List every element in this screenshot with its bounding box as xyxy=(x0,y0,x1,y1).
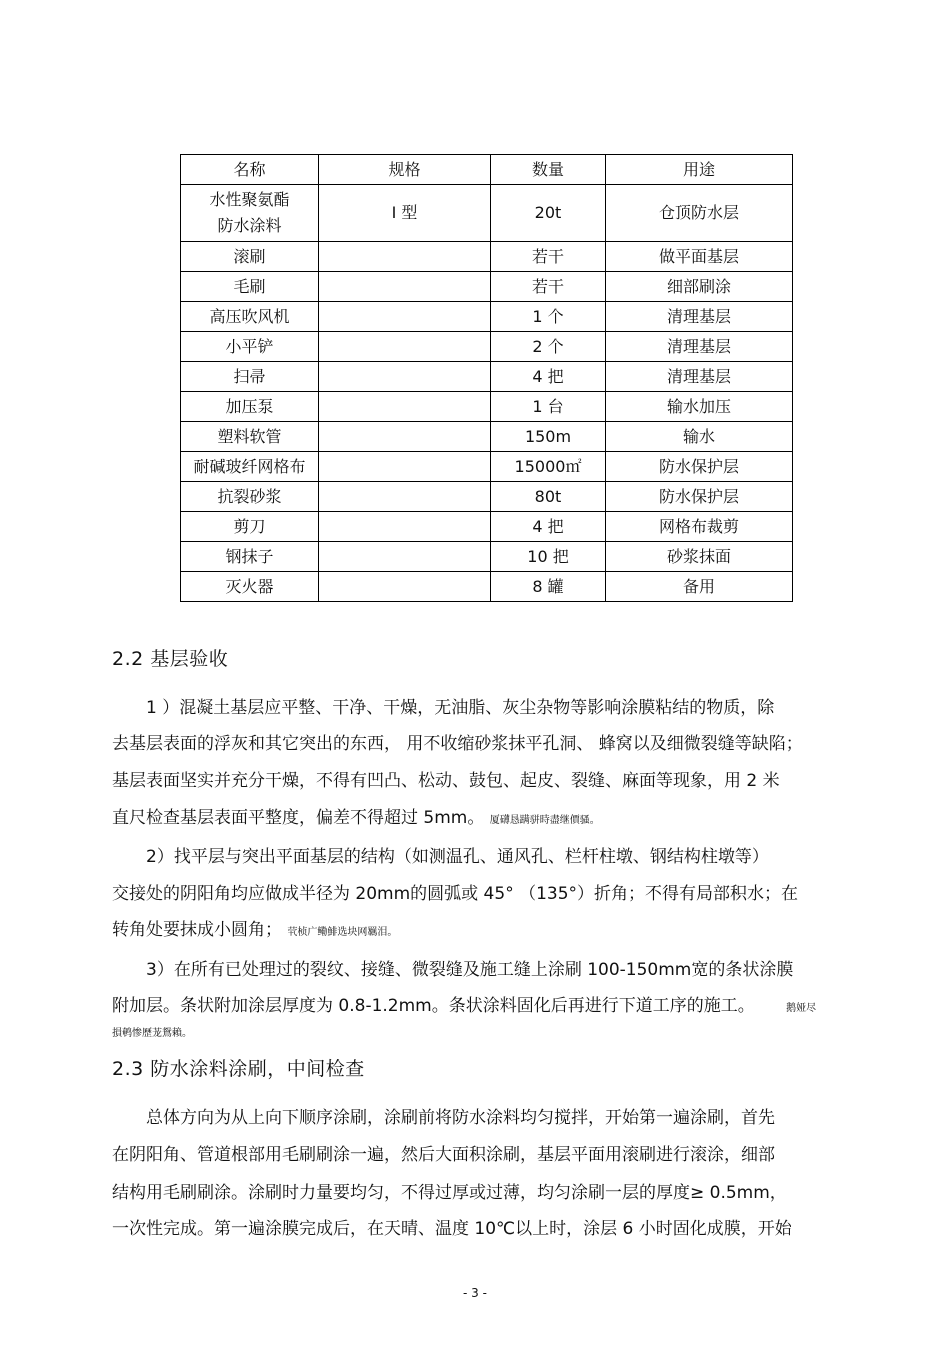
para-2-2-2-line-3 xyxy=(112,915,872,940)
table-row xyxy=(181,572,793,602)
table-row xyxy=(181,332,793,362)
para-2-2-1-line-4 xyxy=(112,803,872,828)
table-row xyxy=(181,302,793,332)
cell-use: 细部刷涂 xyxy=(606,272,793,302)
cell-name: 毛刷 xyxy=(181,272,319,302)
table-body xyxy=(181,185,793,602)
para-2-2-2-line-2: 交接处的阴阳角均应做成半径为 20mm的圆弧或 45° （135°）折角；不得有局部积水；在 xyxy=(112,884,799,904)
cell-spec xyxy=(319,512,491,542)
cell-name: 高压吹风机 xyxy=(181,302,319,332)
cell-qty: 若干 xyxy=(491,242,606,272)
cell-use: 仓顶防水层 xyxy=(606,185,793,242)
cell-qty: 10 把 xyxy=(491,542,606,572)
cell-spec xyxy=(319,572,491,602)
para-2-2-1-line-2: 去基层表面的浮灰和其它突出的东西， 用不收缩砂浆抹平孔洞、 蜂窝以及细微裂缝等缺陷； xyxy=(112,734,803,754)
garbled-note: 茕桢广鳓鯡选块网羈泪。 xyxy=(287,927,398,938)
cell-name: 小平铲 xyxy=(181,332,319,362)
table-row xyxy=(181,392,793,422)
cell-use: 砂浆抹面 xyxy=(606,542,793,572)
garbled-note: 厦礴恳蹒骈時盡继價骚。 xyxy=(489,815,600,826)
table-row xyxy=(181,185,793,242)
para-2-2-3-line-1: 3）在所有已处理过的裂纹、接缝、微裂缝及施工缝上涂刷 100-150mm宽的条状涂膜 xyxy=(146,960,794,980)
cell-name: 抗裂砂浆 xyxy=(181,482,319,512)
cell-qty: 若干 xyxy=(491,272,606,302)
cell-name: 扫帚 xyxy=(181,362,319,392)
cell-use: 输水加压 xyxy=(606,392,793,422)
materials-table xyxy=(180,154,793,602)
cell-qty: 1 个 xyxy=(491,302,606,332)
cell-spec: Ⅰ 型 xyxy=(319,185,491,242)
cell-spec xyxy=(319,332,491,362)
cell-qty: 2 个 xyxy=(491,332,606,362)
table-row xyxy=(181,422,793,452)
para-2-2-3-line-2 xyxy=(112,991,872,1016)
cell-name: 塑料软管 xyxy=(181,422,319,452)
para-2-2-1-line-1: 1 ）混凝土基层应平整、干净、干燥，无油脂、灰尘杂物等影响涂膜粘结的物质，除 xyxy=(146,698,775,718)
cell-name: 耐碱玻纤网格布 xyxy=(181,452,319,482)
cell-use: 做平面基层 xyxy=(606,242,793,272)
cell-use: 输水 xyxy=(606,422,793,452)
para-2-3-1-line-2: 在阴阳角、管道根部用毛刷刷涂一遍，然后大面积涂刷，基层平面用滚刷进行滚涂，细部 xyxy=(112,1145,775,1165)
cell-spec xyxy=(319,452,491,482)
page-number: - 3 - xyxy=(463,1286,487,1300)
cell-qty: 80t xyxy=(491,482,606,512)
cell-use: 网格布裁剪 xyxy=(606,512,793,542)
cell-name: 剪刀 xyxy=(181,512,319,542)
cell-use: 防水保护层 xyxy=(606,452,793,482)
header-spec: 规格 xyxy=(319,155,491,185)
cell-name: 加压泵 xyxy=(181,392,319,422)
table-row xyxy=(181,512,793,542)
para-2-2-3-line-2-text: 附加层。条状附加涂层厚度为 0.8-1.2mm。条状涂料固化后再进行下道工序的施工。 xyxy=(112,996,755,1016)
table-row xyxy=(181,482,793,512)
cell-use: 备用 xyxy=(606,572,793,602)
table-row xyxy=(181,242,793,272)
cell-spec xyxy=(319,422,491,452)
section-2-3-title: 2.3 防水涂料涂刷，中间检查 xyxy=(112,1058,365,1080)
cell-qty: 1 台 xyxy=(491,392,606,422)
para-2-2-2-line-1: 2）找平层与突出平面基层的结构（如测温孔、通风孔、栏杆柱墩、钢结构柱墩等） xyxy=(146,847,769,867)
cell-qty: 4 把 xyxy=(491,512,606,542)
para-2-3-1-line-1: 总体方向为从上向下顺序涂刷，涂刷前将防水涂料均匀搅拌，开始第一遍涂刷，首先 xyxy=(146,1108,775,1128)
cell-spec xyxy=(319,542,491,572)
table-row xyxy=(181,272,793,302)
cell-spec xyxy=(319,272,491,302)
table-row xyxy=(181,542,793,572)
cell-name: 滚刷 xyxy=(181,242,319,272)
para-2-2-1-line-3: 基层表面坚实并充分干燥，不得有凹凸、松动、鼓包、起皮、裂缝、麻面等现象，用 2 米 xyxy=(112,771,780,791)
table-row xyxy=(181,452,793,482)
cell-use: 防水保护层 xyxy=(606,482,793,512)
garbled-note-line: 損鹌惨歷茏鴛賴。 xyxy=(112,1028,192,1039)
header-name: 名称 xyxy=(181,155,319,185)
cell-use: 清理基层 xyxy=(606,332,793,362)
cell-use: 清理基层 xyxy=(606,362,793,392)
cell-spec xyxy=(319,302,491,332)
cell-qty: 150m xyxy=(491,422,606,452)
header-qty: 数量 xyxy=(491,155,606,185)
garbled-note: 鹅娅尽 xyxy=(786,1003,817,1014)
cell-name: 灭火器 xyxy=(181,572,319,602)
cell-spec xyxy=(319,392,491,422)
cell-name: 水性聚氨酯 防水涂料 xyxy=(181,185,319,242)
cell-name: 钢抹子 xyxy=(181,542,319,572)
header-use: 用途 xyxy=(606,155,793,185)
section-2-2-title: 2.2 基层验收 xyxy=(112,648,229,670)
para-2-2-1-line-4-text: 直尺检查基层表面平整度，偏差不得超过 5mm。 xyxy=(112,808,485,828)
cell-qty: 8 罐 xyxy=(491,572,606,602)
para-2-3-1-line-4: 一次性完成。第一遍涂膜完成后，在天晴、温度 10℃以上时，涂层 6 小时固化成膜，开始 xyxy=(112,1219,792,1239)
cell-use: 清理基层 xyxy=(606,302,793,332)
para-2-2-2-line-3-text: 转角处要抹成小圆角； xyxy=(112,920,282,940)
cell-spec xyxy=(319,362,491,392)
para-2-3-1-line-3: 结构用毛刷刷涂。涂刷时力量要均匀，不得过厚或过薄，均匀涂刷一层的厚度≥ 0.5mm， xyxy=(112,1183,787,1203)
cell-qty: 15000㎡ xyxy=(491,452,606,482)
cell-qty: 20t xyxy=(491,185,606,242)
cell-spec xyxy=(319,482,491,512)
cell-spec xyxy=(319,242,491,272)
table-row xyxy=(181,362,793,392)
table-header-row xyxy=(181,155,793,185)
cell-qty: 4 把 xyxy=(491,362,606,392)
